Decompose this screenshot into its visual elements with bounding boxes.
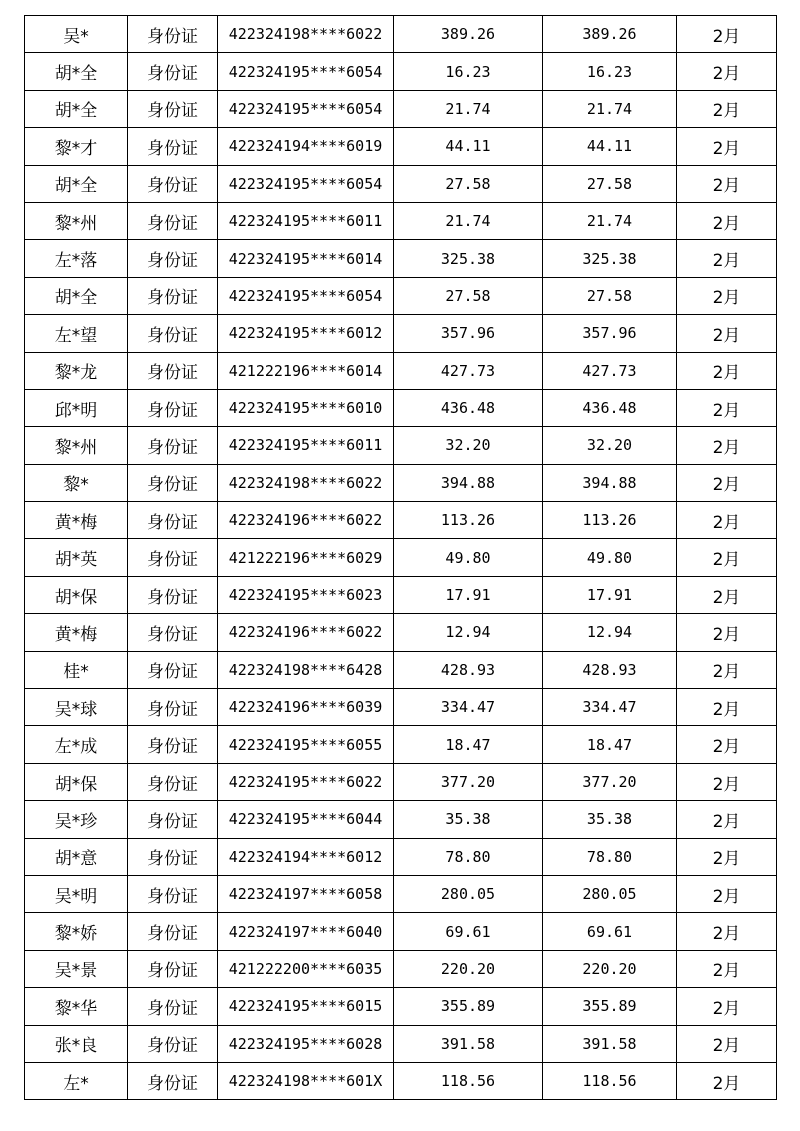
table-row (25, 277, 777, 314)
month-cell: 2月 (677, 352, 777, 389)
amount-cell: 49.80 (394, 539, 543, 576)
id-type-cell: 身份证 (128, 427, 218, 464)
table-row (25, 427, 777, 464)
table-row (25, 726, 777, 763)
id-number-cell: 421222196****6029 (218, 539, 394, 576)
amount-cell: 118.56 (394, 1062, 543, 1099)
month-cell: 2月 (677, 53, 777, 90)
id-number-cell: 422324195****6012 (218, 315, 394, 352)
month-cell: 2月 (677, 875, 777, 912)
month-cell: 2月 (677, 240, 777, 277)
amount-cell: 389.26 (394, 16, 543, 53)
id-type-cell: 身份证 (128, 1062, 218, 1099)
id-type-cell: 身份证 (128, 352, 218, 389)
amount-cell: 35.38 (394, 801, 543, 838)
id-number-cell: 422324195****6011 (218, 202, 394, 239)
id-number-cell: 422324195****6054 (218, 277, 394, 314)
name-cell: 吴* (25, 16, 128, 53)
id-type-cell: 身份证 (128, 16, 218, 53)
month-cell: 2月 (677, 427, 777, 464)
id-type-cell: 身份证 (128, 801, 218, 838)
amount-cell: 394.88 (394, 464, 543, 501)
name-cell: 左*成 (25, 726, 128, 763)
paid-amount-cell: 44.11 (543, 128, 677, 165)
id-number-cell: 422324195****6054 (218, 90, 394, 127)
paid-amount-cell: 78.80 (543, 838, 677, 875)
paid-amount-cell: 334.47 (543, 689, 677, 726)
id-number-cell: 422324195****6023 (218, 576, 394, 613)
table-row (25, 16, 777, 53)
id-type-cell: 身份证 (128, 90, 218, 127)
table-row (25, 988, 777, 1025)
paid-amount-cell: 27.58 (543, 165, 677, 202)
id-number-cell: 422324198****601X (218, 1062, 394, 1099)
month-cell: 2月 (677, 539, 777, 576)
amount-cell: 113.26 (394, 502, 543, 539)
amount-cell: 17.91 (394, 576, 543, 613)
name-cell: 胡*全 (25, 53, 128, 90)
paid-amount-cell: 12.94 (543, 614, 677, 651)
amount-cell: 16.23 (394, 53, 543, 90)
month-cell: 2月 (677, 90, 777, 127)
paid-amount-cell: 220.20 (543, 950, 677, 987)
name-cell: 胡*意 (25, 838, 128, 875)
name-cell: 黎*龙 (25, 352, 128, 389)
name-cell: 黄*梅 (25, 502, 128, 539)
id-number-cell: 422324198****6022 (218, 464, 394, 501)
name-cell: 胡*全 (25, 90, 128, 127)
month-cell: 2月 (677, 315, 777, 352)
id-type-cell: 身份证 (128, 165, 218, 202)
amount-cell: 334.47 (394, 689, 543, 726)
id-number-cell: 422324195****6022 (218, 763, 394, 800)
table-row (25, 165, 777, 202)
table-row (25, 614, 777, 651)
id-number-cell: 422324197****6058 (218, 875, 394, 912)
name-cell: 吴*景 (25, 950, 128, 987)
table-row (25, 315, 777, 352)
id-type-cell: 身份证 (128, 576, 218, 613)
name-cell: 吴*球 (25, 689, 128, 726)
paid-amount-cell: 21.74 (543, 90, 677, 127)
paid-amount-cell: 113.26 (543, 502, 677, 539)
name-cell: 吴*明 (25, 875, 128, 912)
table-row (25, 240, 777, 277)
name-cell: 黎* (25, 464, 128, 501)
paid-amount-cell: 118.56 (543, 1062, 677, 1099)
paid-amount-cell: 32.20 (543, 427, 677, 464)
paid-amount-cell: 391.58 (543, 1025, 677, 1062)
id-number-cell: 422324195****6054 (218, 53, 394, 90)
id-type-cell: 身份证 (128, 838, 218, 875)
month-cell: 2月 (677, 1062, 777, 1099)
name-cell: 邱*明 (25, 389, 128, 426)
id-number-cell: 422324195****6014 (218, 240, 394, 277)
id-type-cell: 身份证 (128, 988, 218, 1025)
name-cell: 黄*梅 (25, 614, 128, 651)
amount-cell: 377.20 (394, 763, 543, 800)
month-cell: 2月 (677, 1025, 777, 1062)
month-cell: 2月 (677, 726, 777, 763)
amount-cell: 18.47 (394, 726, 543, 763)
id-number-cell: 422324195****6028 (218, 1025, 394, 1062)
table-row (25, 352, 777, 389)
table-row (25, 875, 777, 912)
table-row (25, 502, 777, 539)
id-number-cell: 422324195****6054 (218, 165, 394, 202)
id-type-cell: 身份证 (128, 763, 218, 800)
amount-cell: 436.48 (394, 389, 543, 426)
month-cell: 2月 (677, 689, 777, 726)
subsidy-table (24, 15, 777, 1100)
id-number-cell: 422324195****6010 (218, 389, 394, 426)
id-type-cell: 身份证 (128, 464, 218, 501)
id-number-cell: 422324194****6012 (218, 838, 394, 875)
month-cell: 2月 (677, 165, 777, 202)
id-type-cell: 身份证 (128, 726, 218, 763)
id-type-cell: 身份证 (128, 651, 218, 688)
amount-cell: 427.73 (394, 352, 543, 389)
month-cell: 2月 (677, 576, 777, 613)
month-cell: 2月 (677, 801, 777, 838)
amount-cell: 428.93 (394, 651, 543, 688)
name-cell: 张*良 (25, 1025, 128, 1062)
name-cell: 左*落 (25, 240, 128, 277)
month-cell: 2月 (677, 838, 777, 875)
id-number-cell: 422324196****6039 (218, 689, 394, 726)
id-type-cell: 身份证 (128, 240, 218, 277)
name-cell: 胡*全 (25, 165, 128, 202)
month-cell: 2月 (677, 950, 777, 987)
name-cell: 胡*英 (25, 539, 128, 576)
paid-amount-cell: 17.91 (543, 576, 677, 613)
id-number-cell: 422324198****6428 (218, 651, 394, 688)
month-cell: 2月 (677, 277, 777, 314)
id-type-cell: 身份证 (128, 875, 218, 912)
amount-cell: 78.80 (394, 838, 543, 875)
table-row (25, 651, 777, 688)
id-type-cell: 身份证 (128, 202, 218, 239)
table-row (25, 389, 777, 426)
id-number-cell: 422324196****6022 (218, 502, 394, 539)
month-cell: 2月 (677, 614, 777, 651)
table-row (25, 689, 777, 726)
id-type-cell: 身份证 (128, 128, 218, 165)
table-row (25, 128, 777, 165)
month-cell: 2月 (677, 502, 777, 539)
id-number-cell: 422324196****6022 (218, 614, 394, 651)
amount-cell: 220.20 (394, 950, 543, 987)
amount-cell: 357.96 (394, 315, 543, 352)
paid-amount-cell: 16.23 (543, 53, 677, 90)
paid-amount-cell: 27.58 (543, 277, 677, 314)
paid-amount-cell: 394.88 (543, 464, 677, 501)
paid-amount-cell: 357.96 (543, 315, 677, 352)
paid-amount-cell: 436.48 (543, 389, 677, 426)
paid-amount-cell: 49.80 (543, 539, 677, 576)
paid-amount-cell: 21.74 (543, 202, 677, 239)
paid-amount-cell: 325.38 (543, 240, 677, 277)
amount-cell: 69.61 (394, 913, 543, 950)
month-cell: 2月 (677, 16, 777, 53)
amount-cell: 32.20 (394, 427, 543, 464)
table-row (25, 90, 777, 127)
amount-cell: 12.94 (394, 614, 543, 651)
id-number-cell: 422324195****6011 (218, 427, 394, 464)
table-row (25, 763, 777, 800)
id-type-cell: 身份证 (128, 689, 218, 726)
name-cell: 左*望 (25, 315, 128, 352)
table-row (25, 801, 777, 838)
table-row (25, 576, 777, 613)
table-row (25, 950, 777, 987)
amount-cell: 21.74 (394, 90, 543, 127)
month-cell: 2月 (677, 763, 777, 800)
id-number-cell: 421222196****6014 (218, 352, 394, 389)
name-cell: 黎*华 (25, 988, 128, 1025)
name-cell: 黎*才 (25, 128, 128, 165)
id-type-cell: 身份证 (128, 315, 218, 352)
name-cell: 黎*州 (25, 427, 128, 464)
table-row (25, 53, 777, 90)
amount-cell: 391.58 (394, 1025, 543, 1062)
month-cell: 2月 (677, 202, 777, 239)
id-type-cell: 身份证 (128, 389, 218, 426)
id-type-cell: 身份证 (128, 53, 218, 90)
month-cell: 2月 (677, 389, 777, 426)
month-cell: 2月 (677, 988, 777, 1025)
name-cell: 左* (25, 1062, 128, 1099)
paid-amount-cell: 355.89 (543, 988, 677, 1025)
id-number-cell: 422324197****6040 (218, 913, 394, 950)
paid-amount-cell: 389.26 (543, 16, 677, 53)
id-number-cell: 421222200****6035 (218, 950, 394, 987)
name-cell: 吴*珍 (25, 801, 128, 838)
id-type-cell: 身份证 (128, 913, 218, 950)
id-type-cell: 身份证 (128, 277, 218, 314)
amount-cell: 21.74 (394, 202, 543, 239)
id-type-cell: 身份证 (128, 1025, 218, 1062)
paid-amount-cell: 428.93 (543, 651, 677, 688)
name-cell: 黎*州 (25, 202, 128, 239)
paid-amount-cell: 35.38 (543, 801, 677, 838)
name-cell: 桂* (25, 651, 128, 688)
paid-amount-cell: 377.20 (543, 763, 677, 800)
id-type-cell: 身份证 (128, 539, 218, 576)
id-number-cell: 422324195****6015 (218, 988, 394, 1025)
table-row (25, 202, 777, 239)
amount-cell: 27.58 (394, 277, 543, 314)
name-cell: 黎*娇 (25, 913, 128, 950)
name-cell: 胡*保 (25, 576, 128, 613)
paid-amount-cell: 18.47 (543, 726, 677, 763)
amount-cell: 325.38 (394, 240, 543, 277)
id-type-cell: 身份证 (128, 614, 218, 651)
table-row (25, 1025, 777, 1062)
month-cell: 2月 (677, 128, 777, 165)
id-number-cell: 422324194****6019 (218, 128, 394, 165)
amount-cell: 27.58 (394, 165, 543, 202)
id-number-cell: 422324195****6044 (218, 801, 394, 838)
amount-cell: 355.89 (394, 988, 543, 1025)
table-row (25, 838, 777, 875)
table-row (25, 464, 777, 501)
table-row (25, 913, 777, 950)
month-cell: 2月 (677, 913, 777, 950)
paid-amount-cell: 69.61 (543, 913, 677, 950)
id-number-cell: 422324198****6022 (218, 16, 394, 53)
id-type-cell: 身份证 (128, 950, 218, 987)
month-cell: 2月 (677, 651, 777, 688)
table-body (25, 16, 777, 1100)
name-cell: 胡*全 (25, 277, 128, 314)
id-type-cell: 身份证 (128, 502, 218, 539)
id-number-cell: 422324195****6055 (218, 726, 394, 763)
amount-cell: 44.11 (394, 128, 543, 165)
paid-amount-cell: 280.05 (543, 875, 677, 912)
table-row (25, 1062, 777, 1099)
name-cell: 胡*保 (25, 763, 128, 800)
paid-amount-cell: 427.73 (543, 352, 677, 389)
month-cell: 2月 (677, 464, 777, 501)
amount-cell: 280.05 (394, 875, 543, 912)
table-row (25, 539, 777, 576)
